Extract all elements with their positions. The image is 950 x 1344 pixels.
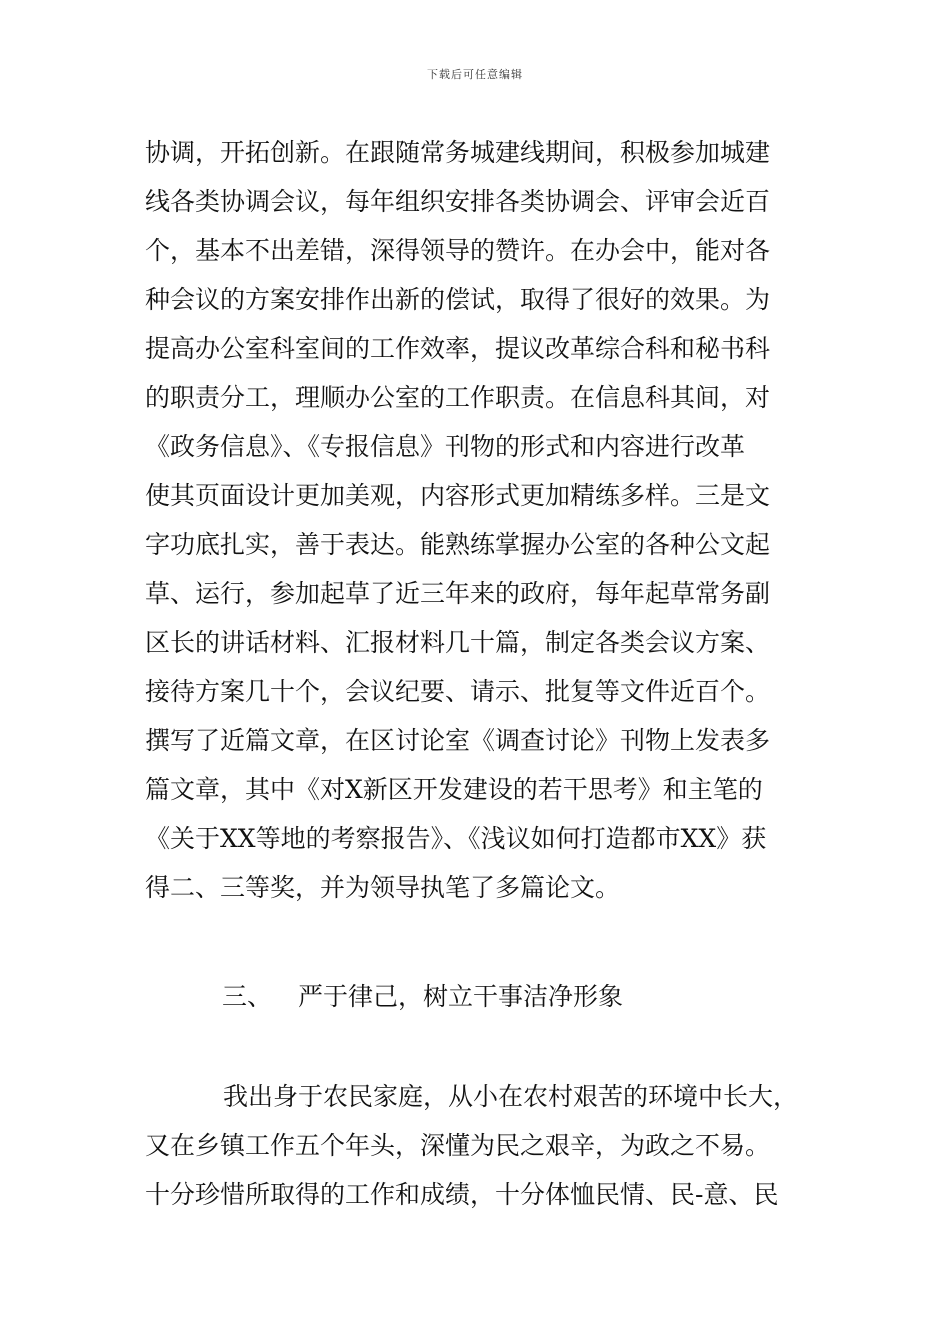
section-heading: [222, 972, 623, 1021]
text-line: 撰写了近篇文章，在区讨论室《调查讨论》刊物上发表多: [145, 726, 771, 755]
text-line: 篇文章，其中《对X新区开发建设的若干思考》和主笔的: [145, 775, 763, 804]
text-line: 十分珍惜所取得的工作和成绩，十分体恤民情、民-意、民: [145, 1180, 779, 1209]
page-header-note: 下载后可任意编辑: [427, 68, 523, 81]
text-line: 又在乡镇工作五个年头，深懂为民之艰辛，为政之不易。: [145, 1131, 771, 1160]
text-line: 接待方案几十个，会议纪要、请示、批复等文件近百个。: [145, 677, 771, 706]
text-line: 使其页面设计更加美观，内容形式更加精练多样。三是文: [145, 481, 771, 510]
paragraph: [145, 1072, 845, 1219]
text-line: 《关于XX等地的考察报告》、《浅议如何打造都市XX》获: [145, 824, 767, 853]
text-line: 得二、三等奖，并为领导执笔了多篇论文。: [145, 873, 621, 902]
text-line: 《政务信息》、《专报信息》刊物的形式和内容进行改革: [145, 432, 746, 461]
text-line: 线各类协调会议，每年组织安排各类协调会、评审会近百: [145, 187, 771, 216]
section-title: 严于律己，树立干事洁净形象: [298, 982, 624, 1011]
text-line: 字功底扎实，善于表达。能熟练掌握办公室的各种公文起: [145, 530, 771, 559]
text-line: 的职责分工，理顺办公室的工作职责。在信息科其间，对: [145, 383, 771, 412]
section-number: 三、: [222, 982, 273, 1011]
text-line: 种会议的方案安排作出新的偿试，取得了很好的效果。为: [145, 285, 771, 314]
text-line: 提高办公室科室间的工作效率，提议改革综合科和秘书科: [145, 334, 771, 363]
paragraph-continuation: [145, 128, 845, 912]
text-line: 协调，开拓创新。在跟随常务城建线期间，积极参加城建: [145, 138, 771, 167]
text-line: 区长的讲话材料、汇报材料几十篇，制定各类会议方案、: [145, 628, 771, 657]
text-line: 草、运行，参加起草了近三年来的政府，每年起草常务副: [145, 579, 771, 608]
text-line: 个，基本不出差错，深得领导的赞许。在办会中，能对各: [145, 236, 771, 265]
text-line: 我出身于农民家庭，从小在农村艰苦的环境中长大，: [223, 1082, 799, 1111]
